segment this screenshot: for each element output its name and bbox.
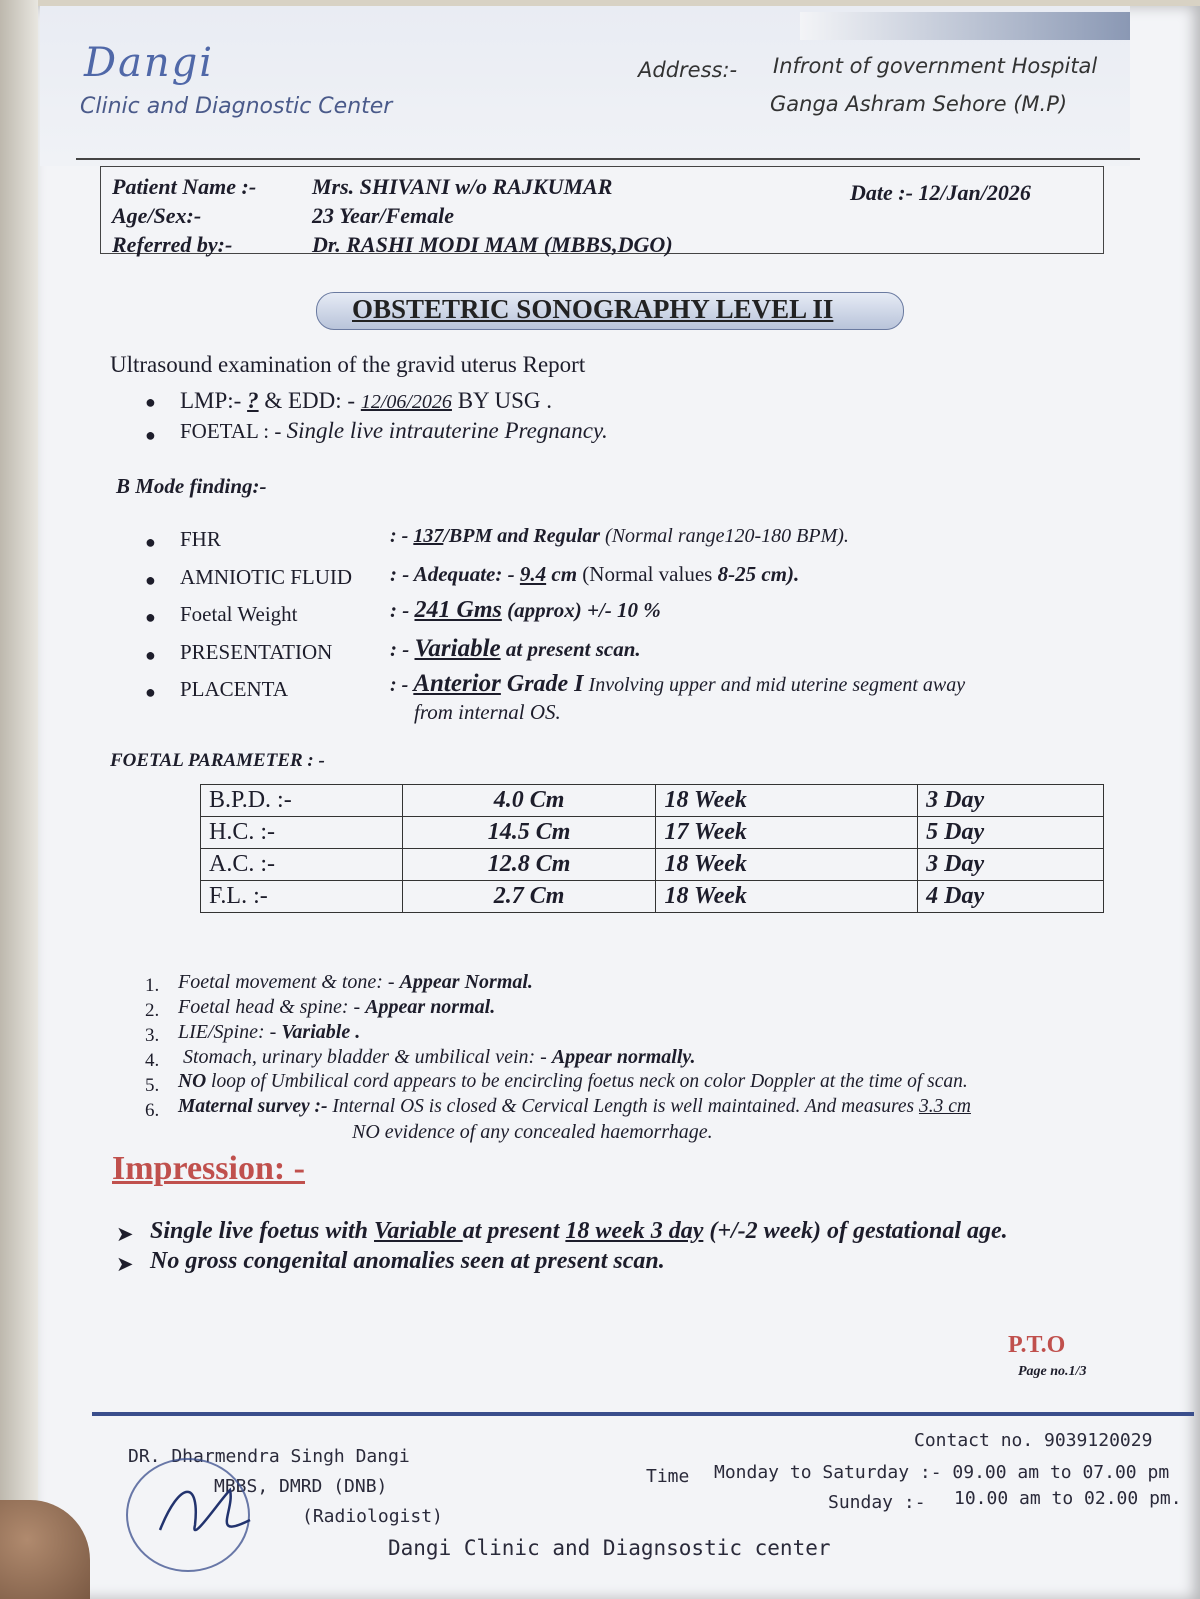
foetal-weight-line: : - 241 Gms (approx) +/- 10 %	[390, 597, 661, 623]
fhr-value: 137	[413, 525, 444, 547]
report-date: Date :- 12/Jan/2026	[850, 180, 1031, 205]
impression-presentation: Variable	[374, 1218, 463, 1244]
finding-label: Foetal movement & tone: -	[178, 971, 400, 993]
param-size: 12.8 Cm	[402, 849, 656, 881]
param-size: 4.0 Cm	[402, 785, 656, 817]
header-divider	[76, 158, 1140, 160]
cervical-length: 3.3 cm	[918, 1096, 971, 1117]
finding-label: Maternal survey :-	[178, 1096, 328, 1117]
af-value: 9.4	[519, 562, 547, 586]
lmp-label: LMP:-	[180, 388, 248, 413]
placenta-grade: Grade I	[500, 671, 584, 697]
foetal-parameter-table	[200, 784, 1104, 913]
address-line-2: Ganga Ashram Sehore (M.P)	[770, 92, 1068, 116]
impression-text: (+/-2 week) of gestational age.	[703, 1218, 1008, 1244]
impression-2: No gross congenital anomalies seen at present scan.	[150, 1248, 665, 1274]
table-row	[201, 849, 1104, 881]
finding-value: Variable .	[281, 1021, 361, 1043]
fhr-label: FHR	[180, 527, 221, 551]
finding-6	[178, 1096, 971, 1118]
edd-label: & EDD: -	[258, 388, 361, 413]
presentation-rest: at present scan.	[500, 637, 641, 661]
placenta-label: PLACENTA	[180, 677, 288, 701]
fhr-range: (Normal range120-180 BPM).	[600, 525, 849, 547]
foetal-value: Single live intrauterine Pregnancy.	[286, 418, 608, 443]
age-sex: 23 Year/Female	[312, 203, 454, 228]
finding-5	[178, 1071, 968, 1093]
finding-number: 6.	[145, 1100, 160, 1121]
presentation-line: : - Variable at present scan.	[390, 635, 641, 662]
weekday-timing: Monday to Saturday :- 09.00 am to 07.00 pm	[714, 1462, 1170, 1483]
bullet: ●	[145, 392, 156, 412]
edd-suffix: BY USG .	[451, 388, 553, 413]
finding-number: 2.	[145, 1000, 160, 1021]
finding-value: loop of Umbilical cord appears to be encircling foetus neck on color Doppler at the time of scan.	[206, 1071, 968, 1092]
amniotic-fluid-line: : - Adequate: - 9.4 cm (Normal values 8-25 cm).	[390, 562, 800, 586]
arrow-icon: ➤	[116, 1252, 134, 1276]
impression-text: Single live foetus with	[150, 1218, 375, 1244]
bullet: ●	[145, 532, 156, 552]
bullet: ●	[145, 607, 156, 627]
param-name: H.C. :-	[201, 817, 403, 849]
table-row	[201, 817, 1104, 849]
finding-4	[183, 1046, 696, 1069]
param-size: 2.7 Cm	[402, 881, 656, 913]
finding-value: Internal OS is closed & Cervical Length is well maintained. And measures	[327, 1096, 919, 1117]
param-name: B.P.D. :-	[201, 785, 403, 817]
table-row	[201, 881, 1104, 913]
fhr-unit: /BPM and Regular	[443, 525, 601, 547]
doctor-role: (Radiologist)	[302, 1506, 443, 1527]
param-day: 4 Day	[918, 881, 1104, 913]
pto-label: P.T.O	[1008, 1332, 1066, 1358]
af-range-values: 8-25 cm).	[717, 562, 800, 586]
impression-heading: Impression: -	[112, 1150, 305, 1187]
lmp-value: ?	[247, 388, 259, 413]
foetal-parameter-heading: FOETAL PARAMETER : -	[110, 750, 325, 771]
presentation-value: Variable	[414, 635, 501, 662]
fw-rest: (approx) +/- 10 %	[501, 598, 661, 622]
finding-6-cont: NO evidence of any concealed haemorrhage.	[352, 1121, 713, 1143]
arrow-icon: ➤	[116, 1222, 134, 1246]
bullet: ●	[145, 682, 156, 702]
finding-number: 5.	[145, 1075, 160, 1096]
param-name: F.L. :-	[201, 881, 403, 913]
bullet: ●	[145, 425, 156, 445]
param-day: 5 Day	[918, 817, 1104, 849]
report-title: OBSTETRIC SONOGRAPHY LEVEL II	[352, 294, 834, 324]
param-week: 18 Week	[656, 881, 918, 913]
clinic-logo: Dangi	[84, 40, 215, 86]
param-size: 14.5 Cm	[402, 817, 656, 849]
finding-number: 3.	[145, 1025, 160, 1046]
patient-name: Mrs. SHIVANI w/o RAJKUMAR	[312, 174, 613, 199]
lmp-edd-line	[180, 388, 552, 414]
bullet: ●	[145, 570, 156, 590]
param-day: 3 Day	[918, 849, 1104, 881]
patient-name-label: Patient Name :-	[112, 174, 257, 199]
param-day: 3 Day	[918, 785, 1104, 817]
footer-clinic-name: Dangi Clinic and Diagnsostic center	[388, 1536, 831, 1560]
param-week: 18 Week	[656, 785, 918, 817]
af-range: (Normal values	[577, 562, 718, 586]
finding-value: Appear Normal.	[399, 971, 533, 993]
address-label: Address:-	[638, 58, 738, 82]
fhr-value-line: : - 137/BPM and Regular (Normal range120-180 BPM).	[390, 525, 849, 547]
doctor-degree: MBBS, DMRD (DNB)	[214, 1476, 388, 1497]
age-sex-label: Age/Sex:-	[112, 203, 202, 228]
af-unit: cm	[546, 562, 578, 586]
finding-value: Appear normal.	[365, 996, 496, 1018]
finding-number: 4.	[145, 1050, 160, 1071]
header-strip	[800, 12, 1130, 40]
impression-text: at present	[462, 1218, 566, 1244]
timing-label: Time	[646, 1466, 690, 1487]
placenta-value: Anterior	[413, 670, 501, 697]
amniotic-fluid-label: AMNIOTIC FLUID	[180, 565, 353, 589]
placenta-desc-2: from internal OS.	[414, 700, 561, 724]
bullet: ●	[145, 645, 156, 665]
finding-label: NO	[178, 1071, 207, 1092]
foetal-label: FOETAL : -	[180, 419, 287, 443]
referred-by: Dr. RASHI MODI MAM (MBBS,DGO)	[312, 232, 673, 257]
placenta-desc: Involving upper and mid uterine segment away	[583, 674, 966, 696]
af-prefix: Adequate: -	[413, 562, 520, 586]
doctor-name: DR. Dharmendra Singh Dangi	[128, 1446, 410, 1467]
edd-value: 12/06/2026	[360, 391, 452, 413]
finding-1	[178, 971, 533, 994]
table-row	[201, 785, 1104, 817]
signature	[150, 1470, 260, 1550]
finding-value: Appear normally.	[551, 1046, 696, 1068]
finding-label: Stomach, urinary bladder & umbilical vein: -	[183, 1046, 552, 1068]
impression-1	[150, 1218, 1008, 1245]
page-edge	[0, 0, 38, 1599]
finding-label: Foetal head & spine: -	[178, 996, 366, 1018]
sunday-timing: 10.00 am to 02.00 pm.	[954, 1488, 1182, 1509]
finding-3	[178, 1021, 360, 1044]
finding-2	[178, 996, 495, 1019]
clinic-subtitle: Clinic and Diagnostic Center	[80, 94, 393, 119]
presentation-label: PRESENTATION	[180, 640, 333, 664]
foetal-line	[180, 418, 608, 444]
contact-number: Contact no. 9039120029	[914, 1430, 1153, 1451]
finding-number: 1.	[145, 975, 160, 996]
footer-divider	[92, 1412, 1194, 1416]
param-week: 18 Week	[656, 849, 918, 881]
address-line-1: Infront of government Hospital	[773, 54, 1098, 78]
sunday-label: Sunday :-	[828, 1492, 926, 1513]
page-number: Page no.1/3	[1018, 1364, 1087, 1379]
gestational-age: 18 week 3 day	[565, 1218, 704, 1244]
param-name: A.C. :-	[201, 849, 403, 881]
referred-by-label: Referred by:-	[112, 232, 233, 257]
foetal-weight-label: Foetal Weight	[180, 602, 298, 626]
fw-value: 241 Gms	[414, 597, 502, 623]
param-week: 17 Week	[656, 817, 918, 849]
finding-label: LIE/Spine: -	[178, 1021, 282, 1043]
report-intro: Ultrasound examination of the gravid uterus Report	[110, 352, 586, 377]
placenta-line: : - Anterior Grade I Involving upper and mid uterine segment away	[390, 670, 966, 697]
bmode-heading: B Mode finding:-	[116, 474, 267, 498]
